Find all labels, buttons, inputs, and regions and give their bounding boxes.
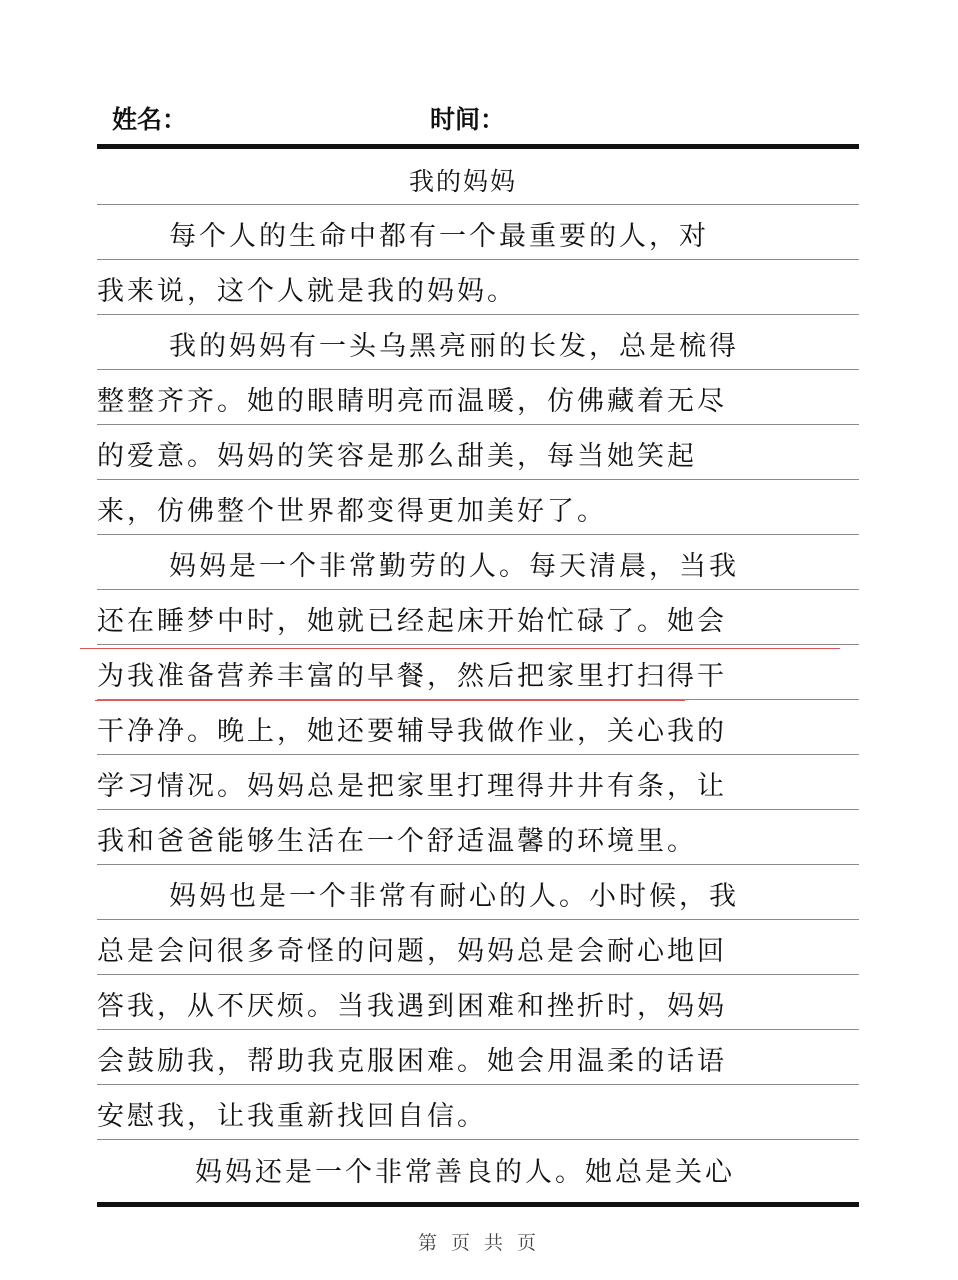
line-text: 每个人的生命中都有一个最重要的人，对 [169, 221, 709, 252]
line-text: 妈妈是一个非常勤劳的人。每天清晨，当我 [169, 551, 739, 582]
text-line [97, 810, 859, 865]
line-text: 的爱意。妈妈的笑容是那么甜美，每当她笑起 [97, 441, 697, 472]
text-line [97, 865, 859, 920]
time-label: 时间： [430, 105, 506, 134]
text-line [97, 975, 859, 1030]
line-text: 我和爸爸能够生活在一个舒适温馨的环境里。 [97, 826, 697, 857]
line-text: 妈妈也是一个非常有耐心的人。小时候，我 [169, 881, 739, 912]
essay-title-line [97, 150, 859, 205]
text-line [97, 590, 859, 645]
line-text: 干净净。晚上，她还要辅导我做作业，关心我的 [97, 716, 727, 747]
red-pen-mark [95, 700, 685, 701]
text-line [97, 1140, 859, 1195]
text-line [97, 260, 859, 315]
top-divider [97, 144, 859, 149]
text-line [97, 1085, 859, 1140]
line-text: 为我准备营养丰富的早餐，然后把家里打扫得干 [97, 661, 727, 692]
line-text: 答我，从不厌烦。当我遇到困难和挫折时，妈妈 [97, 991, 727, 1022]
line-text: 来，仿佛整个世界都变得更加美好了。 [97, 496, 607, 527]
text-line [97, 205, 859, 260]
bottom-divider [97, 1202, 859, 1207]
text-line [97, 535, 859, 590]
text-line [97, 700, 859, 755]
text-line [97, 920, 859, 975]
line-text: 会鼓励我，帮助我克服困难。她会用温柔的话语 [97, 1046, 727, 1077]
writing-area [97, 150, 859, 1195]
page-footer: 第 页 共 页 [417, 1232, 541, 1254]
text-line [97, 370, 859, 425]
text-line [97, 425, 859, 480]
line-text: 总是会问很多奇怪的问题，妈妈总是会耐心地回 [97, 936, 727, 967]
text-line [97, 315, 859, 370]
text-line [97, 1030, 859, 1085]
line-text: 妈妈还是一个非常善良的人。她总是关心 [195, 1157, 735, 1188]
essay-title: 我的妈妈 [409, 167, 518, 196]
line-text: 学习情况。妈妈总是把家里打理得井井有条，让 [97, 771, 727, 802]
name-label: 姓名： [112, 105, 188, 134]
line-text: 还在睡梦中时，她就已经起床开始忙碌了。她会 [97, 606, 727, 637]
text-line [97, 480, 859, 535]
text-line [97, 755, 859, 810]
line-text: 整整齐齐。她的眼睛明亮而温暖，仿佛藏着无尽 [97, 386, 727, 417]
line-text: 安慰我，让我重新找回自信。 [97, 1101, 487, 1132]
red-pen-mark [80, 648, 840, 649]
text-line [97, 645, 859, 700]
line-text: 我来说，这个人就是我的妈妈。 [97, 276, 517, 307]
line-text: 我的妈妈有一头乌黑亮丽的长发，总是梳得 [169, 331, 739, 362]
